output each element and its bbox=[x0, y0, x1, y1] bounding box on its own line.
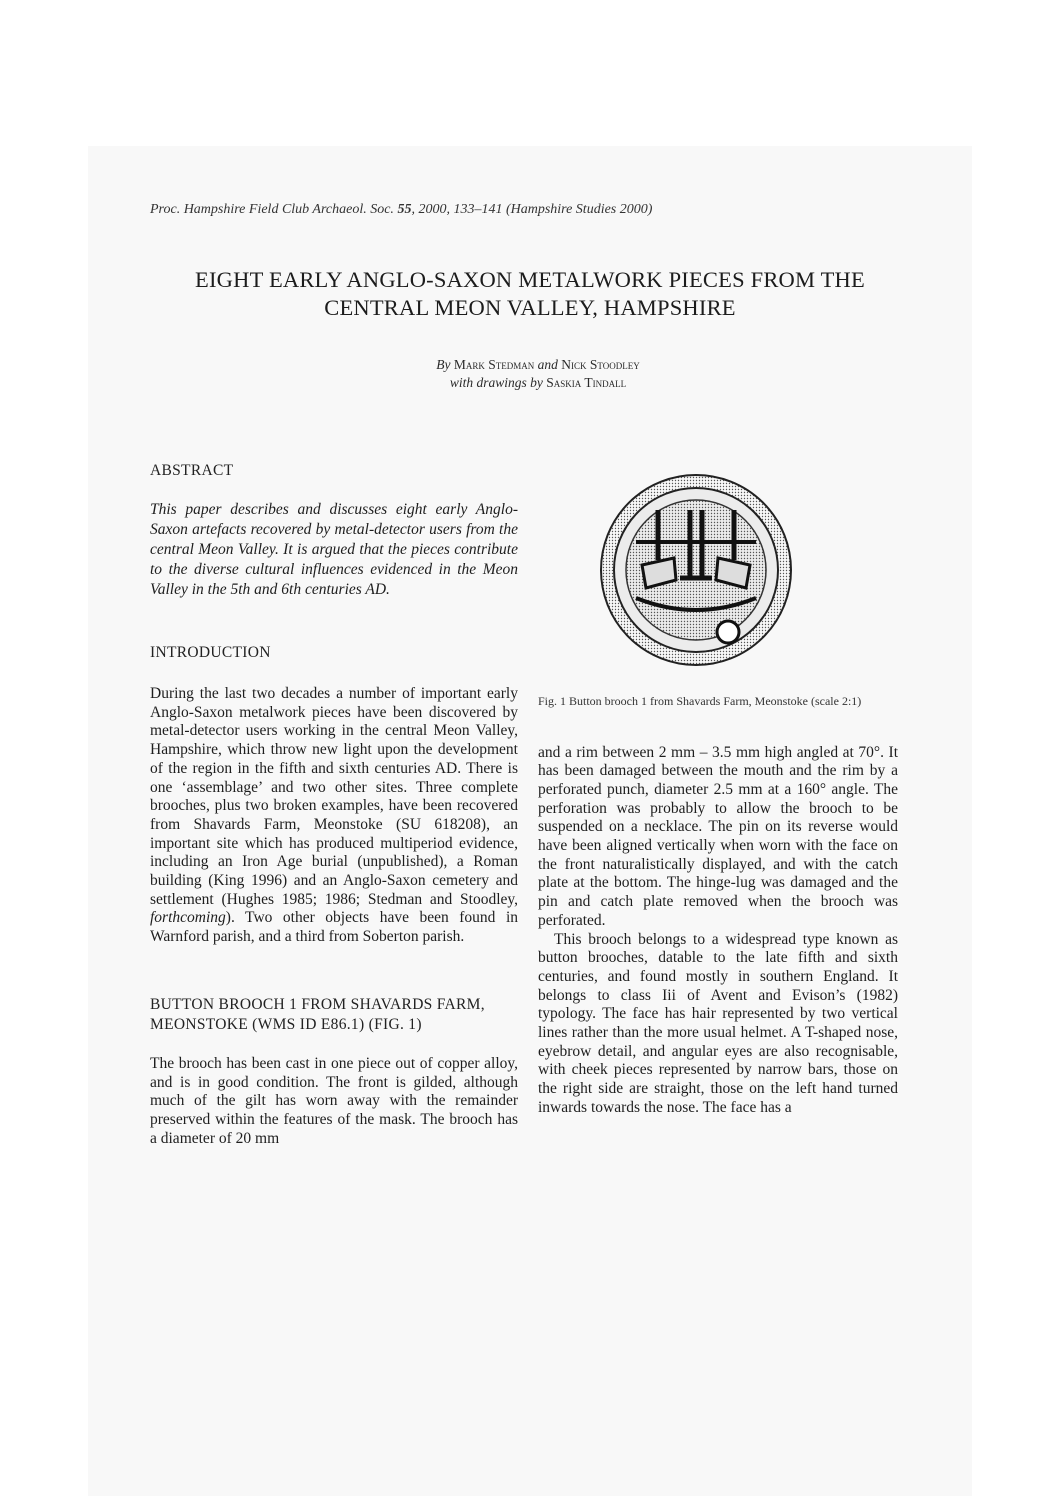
drawings-by: with drawings by bbox=[449, 375, 543, 390]
button-brooch-paragraph: The brooch has been cast in one piece out of copper alloy, and is in good condition. The front is gilded, although much of the gilt has worn away with the remainder preserved within the features of the mask. The brooch has a diameter of 20 mm bbox=[150, 1054, 518, 1147]
brooch-figure bbox=[596, 470, 796, 670]
byline bbox=[150, 356, 926, 392]
intro-text-end: ). Two other objects have been found in Warnford parish, and a third from Soberton parish. bbox=[150, 909, 518, 946]
journal-volume: 55 bbox=[397, 202, 412, 217]
and-word: and bbox=[537, 357, 558, 372]
figure-caption: Fig. 1 Button brooch 1 from Shavards Farm, Meonstoke (scale 2:1) bbox=[538, 694, 862, 708]
author-1: Mark Stedman bbox=[453, 357, 535, 372]
journal-name: Proc. Hampshire Field Club Archaeol. Soc. bbox=[150, 202, 394, 217]
intro-text: During the last two decades a number of important early Anglo-Saxon metalwork pieces have been discovered by metal-detector users working in the central Meon Valley, Hampshire, which throw new light upon the development of the region in the fifth and sixth centuries AD. There is one ‘assemblage’ and two other sites. Three complete brooches, plus two broken examples, have been recovered from Shavards Farm, Meonstoke (SU 618208), an important site which has produced multiperiod evidence, including an Iron Age burial (unpublished), a Roman building (King 1996) and an Anglo-Saxon cemetery and settlement (Hughes 1985; 1986; Stedman and Stoodley, bbox=[150, 685, 518, 908]
introduction-paragraph bbox=[150, 685, 518, 947]
abstract-heading: ABSTRACT bbox=[150, 462, 234, 479]
brooch-description-paragraph: and a rim between 2 mm – 3.5 mm high angled at 70°. It has been damaged between the mouth and the rim by a perforated punch, diameter 2.5 mm at a 160° angle. The perforation was probably to allow the brooch to be suspended on a necklace. The pin on its reverse would have been aligned vertically when worn with the face on the front naturalistically displayed, and with the catch plate at the bottom. The hinge-lug was damaged and the pin and catch plate removed when the brooch was perforated. bbox=[538, 743, 898, 929]
article-title: EIGHT EARLY ANGLO-SAXON METALWORK PIECES FROM THE CENTRAL MEON VALLEY, HAMPSHIRE bbox=[195, 267, 865, 320]
by-word: By bbox=[436, 357, 451, 372]
illustrator-line bbox=[150, 374, 926, 392]
illustrator: Saskia Tindall bbox=[546, 375, 627, 390]
button-brooch-heading: BUTTON BROOCH 1 FROM SHAVARDS FARM, MEONSTOKE (WMS ID E86.1) (FIG. 1) bbox=[150, 995, 485, 1033]
brooch-drawing bbox=[596, 470, 796, 670]
intro-italic: forthcoming bbox=[150, 909, 226, 927]
running-head bbox=[150, 202, 652, 218]
left-column bbox=[150, 462, 518, 1148]
journal-pages: , 2000, 133–141 (Hampshire Studies 2000) bbox=[411, 202, 653, 217]
author-2: Nick Stoodley bbox=[561, 357, 640, 372]
authors-line bbox=[150, 356, 926, 374]
abstract-text: This paper describes and discusses eight early Anglo-Saxon artefacts recovered by metal-detector users from the central Meon Valley. It is argued that the pieces contribute to the diverse cultural influences evidenced in the Meon Valley in the 5th and 6th centuries AD. bbox=[150, 501, 518, 598]
brooch-type-paragraph: This brooch belongs to a widespread type known as button brooches, datable to the late fifth and sixth centuries, and found mostly in southern England. It belongs to class Iii of Avent and Evison’s (1982) typology. The face has hair represented by two vertical lines rather than the more usual helmet. A T-shaped nose, eyebrow detail, and angular eyes are also recognisable, with cheek pieces represented by narrow bars, those on the right side are straight, those on the left hand turned inwards towards the nose. The face has a bbox=[538, 930, 898, 1116]
right-column bbox=[538, 470, 898, 1118]
introduction-heading: INTRODUCTION bbox=[150, 644, 271, 661]
